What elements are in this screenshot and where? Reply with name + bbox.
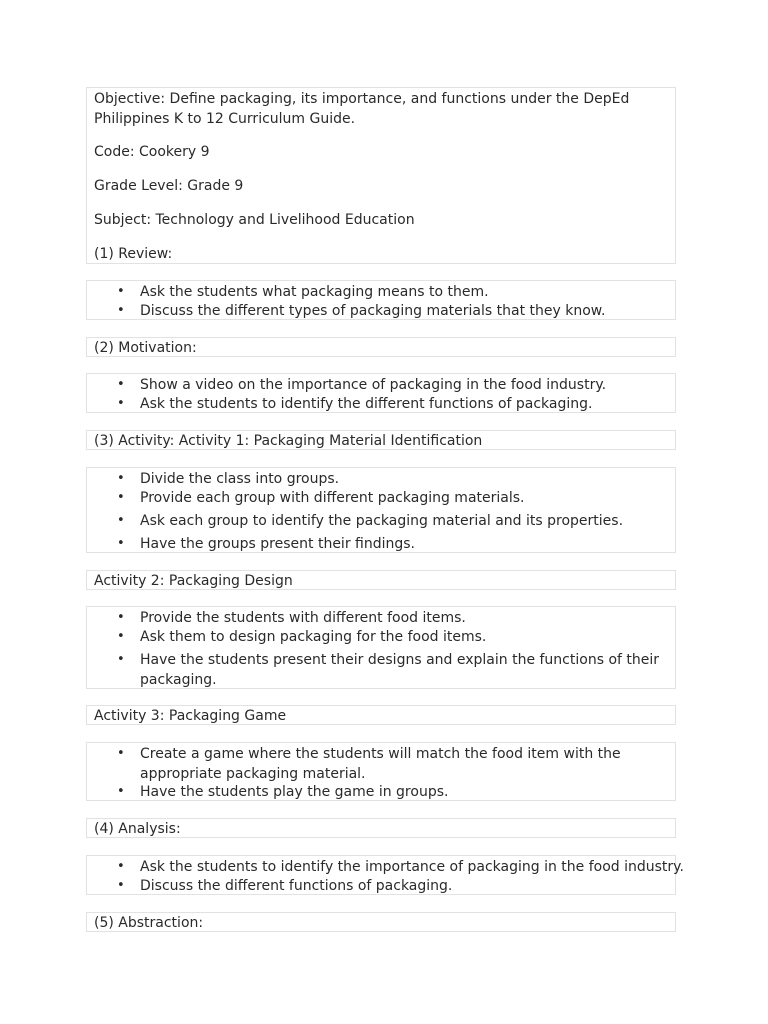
list-item-text: Create a game where the students will match the food item with the appropriate packaging material. [140,746,621,782]
list-item-text: Ask the students what packaging means to them. [140,284,489,300]
bullet-icon: • [117,784,125,799]
grade-level-text: Grade Level: Grade 9 [94,178,244,194]
list-item-text: Ask each group to identify the packaging material and its properties. [140,513,624,529]
motivation-list-box [86,373,676,413]
analysis-heading: (4) Analysis: [94,821,181,837]
list-item-text: Provide each group with different packaging materials. [140,490,525,506]
list-item-text: Discuss the different functions of packaging. [140,878,453,894]
list-item-text: Ask the students to identify the different functions of packaging. [140,396,593,412]
bullet-icon: • [117,746,125,761]
bullet-icon: • [117,878,125,893]
activity2-list-box [86,606,676,689]
bullet-icon: • [117,536,125,551]
lesson-header-box [86,87,676,264]
list-item-text: Ask the students to identify the importance of packaging in the food industry. [140,859,684,875]
list-item-text: Provide the students with different food items. [140,610,466,626]
bullet-icon: • [117,652,125,667]
bullet-icon: • [117,303,125,318]
analysis-heading-box [86,818,676,838]
bullet-icon: • [117,396,125,411]
abstraction-heading-box [86,912,676,932]
subject-text: Subject: Technology and Livelihood Education [94,212,415,228]
review-list-box [86,280,676,320]
review-heading: (1) Review: [94,246,173,262]
bullet-icon: • [117,490,125,505]
activity2-heading-box [86,570,676,590]
motivation-heading-box [86,337,676,357]
list-item-text: Have the groups present their findings. [140,536,415,552]
activity3-heading-box [86,705,676,725]
activity3-list-box [86,742,676,801]
list-item-text: Show a video on the importance of packaging in the food industry. [140,377,607,393]
list-item-text: Divide the class into groups. [140,471,340,487]
abstraction-heading: (5) Abstraction: [94,915,204,931]
list-item-text: Have the students present their designs and explain the functions of their packaging. [140,652,660,688]
bullet-icon: • [117,471,125,486]
analysis-list-box [86,855,684,895]
list-item-text: Ask them to design packaging for the food items. [140,629,487,645]
activity3-heading: Activity 3: Packaging Game [94,708,287,724]
activity2-heading: Activity 2: Packaging Design [94,573,293,589]
bullet-icon: • [117,610,125,625]
activity1-heading: (3) Activity: Activity 1: Packaging Material Identification [94,433,483,449]
objective-text: Objective: Define packaging, its importance, and functions under the DepEd Philippines K to 12 Curriculum Guide. [94,91,630,127]
code-text: Code: Cookery 9 [94,144,210,160]
bullet-icon: • [117,629,125,644]
activity1-list-box [86,467,676,553]
bullet-icon: • [117,859,125,874]
bullet-icon: • [117,377,125,392]
list-item-text: Discuss the different types of packaging materials that they know. [140,303,606,319]
activity1-heading-box [86,430,676,450]
motivation-heading: (2) Motivation: [94,340,197,356]
bullet-icon: • [117,284,125,299]
bullet-icon: • [117,513,125,528]
list-item-text: Have the students play the game in groups. [140,784,449,800]
